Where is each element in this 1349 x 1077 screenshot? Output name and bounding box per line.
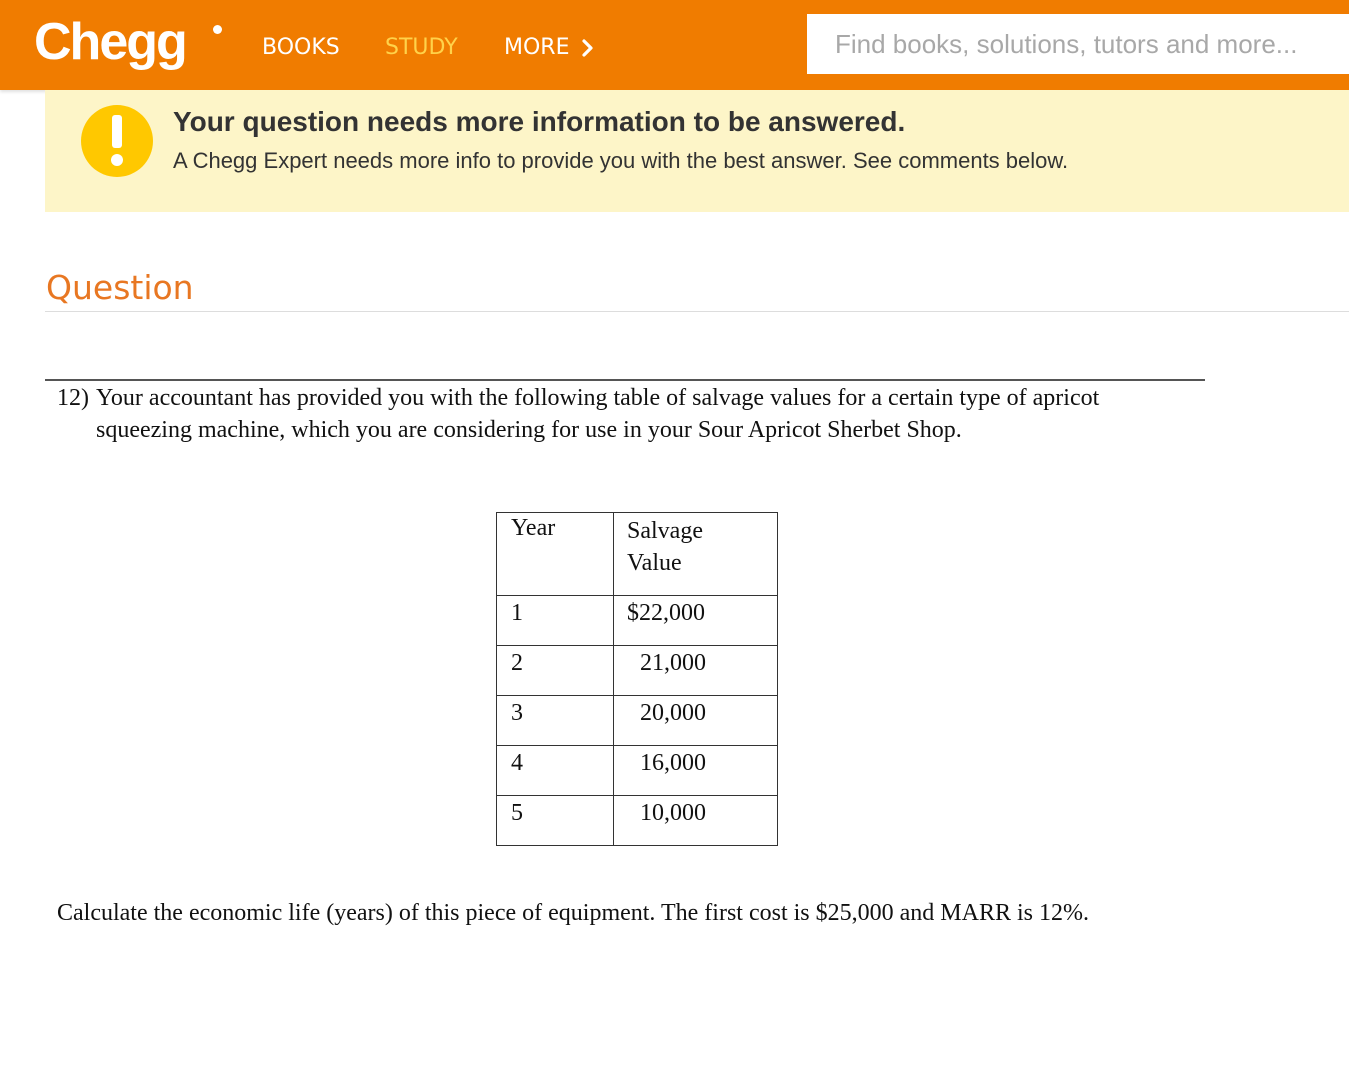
question-heading: Question (46, 268, 194, 307)
table-row (497, 796, 778, 846)
question-text-line-2: squeezing machine, which you are considering for use in your Sour Apricot Sherbet Shop. (96, 417, 962, 443)
notice-message: A Chegg Expert needs more info to provide you with the best answer. See comments below. (173, 148, 1069, 173)
column-header-year: Year (497, 513, 614, 596)
year-cell: 3 (497, 696, 614, 746)
nav-books[interactable]: BOOKS (262, 35, 340, 60)
search-input[interactable] (807, 14, 1349, 74)
chevron-right-icon[interactable] (578, 33, 598, 63)
registered-mark-icon (213, 25, 222, 34)
column-header-salvage-value (614, 513, 778, 596)
salvage-value-cell: 10,000 (614, 796, 778, 846)
salvage-value-cell: $22,000 (614, 596, 778, 646)
chegg-logo[interactable]: Chegg (34, 13, 186, 71)
table-header-row (497, 513, 778, 596)
year-cell: 5 (497, 796, 614, 846)
year-cell: 4 (497, 746, 614, 796)
column-header-salvage: Salvage (627, 518, 703, 544)
nav-more[interactable]: MORE (504, 35, 570, 60)
section-divider (45, 311, 1349, 312)
salvage-value-table (496, 512, 778, 846)
question-image-top-rule (45, 379, 1205, 381)
table-row (497, 646, 778, 696)
question-text-line-1: Your accountant has provided you with the following table of salvage values for a certain type of apricot (96, 385, 1100, 411)
question-prompt: Calculate the economic life (years) of this piece of equipment. The first cost is $25,000 and MARR is 12%. (57, 900, 1089, 926)
year-cell: 2 (497, 646, 614, 696)
salvage-value-cell: 21,000 (614, 646, 778, 696)
notice-title: Your question needs more information to be answered. (173, 106, 906, 137)
question-number: 12) (57, 385, 89, 411)
column-header-value: Value (627, 550, 682, 576)
top-navigation-bar (0, 0, 1349, 90)
salvage-value-cell: 20,000 (614, 696, 778, 746)
year-cell: 1 (497, 596, 614, 646)
salvage-value-cell: 16,000 (614, 746, 778, 796)
table-row (497, 596, 778, 646)
table-row (497, 696, 778, 746)
table-row (497, 746, 778, 796)
nav-study[interactable]: STUDY (385, 35, 458, 60)
exclamation-icon (81, 105, 153, 177)
